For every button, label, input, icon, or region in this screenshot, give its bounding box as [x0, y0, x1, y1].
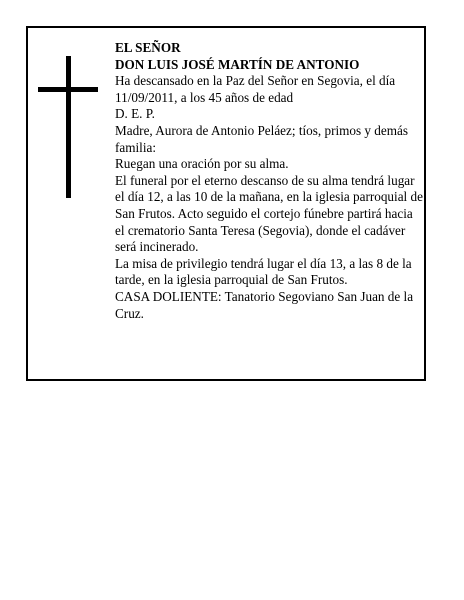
cross-vertical-bar [66, 56, 71, 198]
death-announcement: Ha descansado en la Paz del Señor en Segovia, el día 11/09/2011, a los 45 años de edad [115, 73, 396, 105]
prayer-request: Ruegan una oración por su alma. [115, 156, 289, 172]
obituary-notice [26, 26, 426, 381]
deceased-name: DON LUIS JOSÉ MARTÍN DE ANTONIO [115, 56, 360, 72]
funeral-home: CASA DOLIENTE: Tanatorio Segoviano San Juan de la Cruz. [115, 288, 414, 321]
cross-horizontal-bar [38, 87, 98, 92]
mass-details: La misa de privilegio tendrá lugar el día 13, a las 8 de la tarde, en la iglesia parroquial de San Frutos. [115, 255, 412, 288]
notice-body [115, 40, 423, 322]
notice-heading-title: EL SEÑOR [115, 40, 181, 55]
rip-line: D. E. P. [115, 106, 155, 122]
funeral-details: El funeral por el eterno descanso de su alma tendrá lugar el día 12, a las 10 de la mañana, en la iglesia parroquial de San Frutos. Acto seguido el cortejo fúnebre partirá hacia el crematorio Santa Teresa (Segovia), donde el cadáver será incinerado. [115, 172, 423, 255]
family-members: Madre, Aurora de Antonio Peláez; tíos, primos y demás familia: [115, 122, 408, 155]
cross-icon [38, 56, 98, 198]
